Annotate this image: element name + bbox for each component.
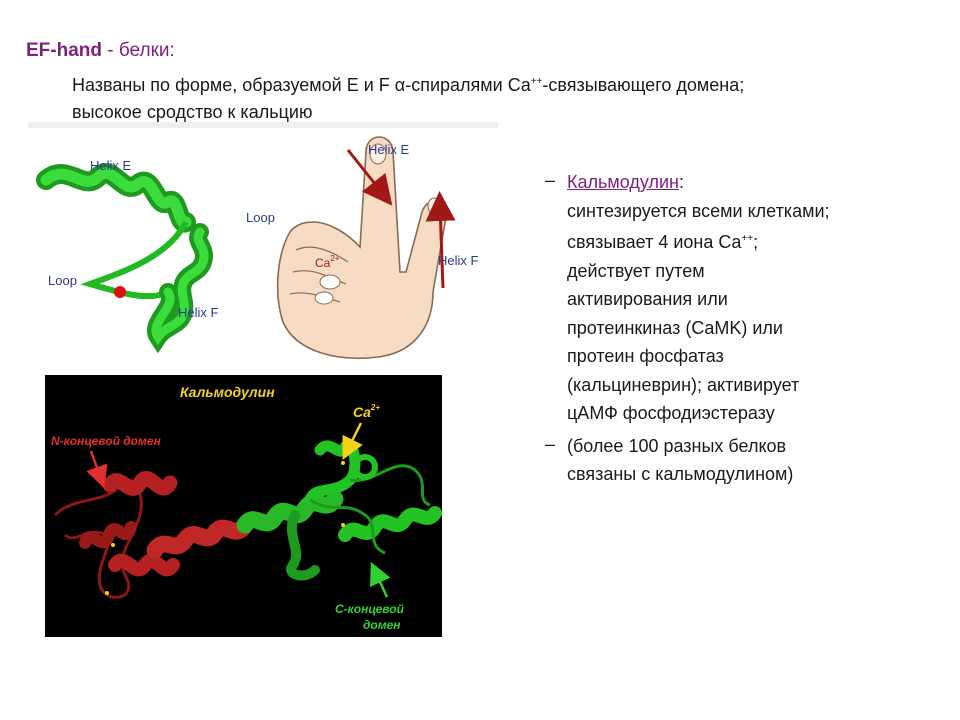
- helix-e-ribbon: [46, 173, 186, 222]
- title-rest: - белки:: [102, 40, 175, 61]
- heading-colon: :: [678, 172, 684, 192]
- label-loop: Loop: [48, 273, 77, 288]
- bullet-line: протеинкиназ (CaMK) или: [567, 317, 783, 338]
- label-helix-e: Helix E: [90, 158, 132, 173]
- line-superscript: ++: [741, 233, 754, 244]
- label-helix-f: Helix F: [178, 305, 219, 320]
- bullet-line: [567, 225, 945, 257]
- subtitle-line-2: высокое сродство к кальцию: [72, 102, 313, 122]
- bullet-heading: [567, 168, 945, 197]
- ca-site-1: [341, 461, 345, 465]
- subtitle: [72, 68, 932, 126]
- subtitle-line-1: [72, 68, 932, 99]
- bullet-line: (более 100 разных белков: [567, 435, 787, 456]
- calmodulin-figure: [45, 375, 442, 637]
- ca-site-4: [105, 591, 109, 595]
- hand-label-helix-e: Helix E: [368, 142, 410, 157]
- subtitle-text-1: Названы по форме, образуемой E и F: [72, 75, 395, 95]
- bullet-line: протеин фосфатаз: [567, 346, 724, 366]
- ca-label: $Ca^{2+}$: [353, 403, 381, 420]
- bullet-line: (кальциневрин); активирует: [567, 374, 800, 395]
- calcium-ion: [114, 286, 126, 298]
- hand-label-helix-f: Helix F: [438, 253, 479, 268]
- c-domain-label-2: домен: [363, 618, 401, 632]
- alpha-symbol: α: [394, 75, 406, 95]
- bullet-binding-proteins: [545, 432, 945, 489]
- hand-illustration: [278, 137, 447, 358]
- calmodulin-background: [45, 375, 442, 637]
- line-text: ;: [753, 232, 759, 252]
- dash-marker: –: [545, 433, 556, 454]
- hand-label-ca: $Ca^{2+}$: [315, 254, 340, 270]
- bullet-line: действует путем: [567, 260, 705, 281]
- subtitle-superscript: ++: [530, 76, 543, 87]
- subtitle-text-2: -спиралями Ca: [405, 75, 531, 95]
- bullet-calmodulin: [545, 168, 945, 428]
- line-text: связывает 4 иона Ca: [567, 232, 742, 252]
- slide-title: [26, 40, 175, 62]
- title-keyword: EF-hand: [26, 40, 102, 61]
- ef-hand-figure: [28, 122, 498, 367]
- n-domain-label: N-концевой домен: [51, 434, 161, 448]
- hand-label-loop: Loop: [246, 210, 275, 225]
- bullet-list: [545, 168, 945, 491]
- ca-site-2: [341, 523, 345, 527]
- subtitle-text-3: -связывающего домена;: [542, 75, 745, 95]
- calmodulin-link[interactable]: Кальмодулин: [567, 172, 679, 192]
- ca-site-3: [111, 543, 115, 547]
- c-domain-label-1: C-концевой: [335, 602, 404, 616]
- bullet-line: активирования или: [567, 289, 728, 309]
- bullet-line: синтезируется всеми клетками;: [567, 200, 830, 221]
- bullet-line: цАМФ фосфодиэстеразу: [567, 403, 775, 423]
- dash-marker: –: [545, 170, 556, 190]
- bullet-line: связаны с кальмодулином): [567, 464, 794, 484]
- calmodulin-title: Кальмодулин: [180, 384, 275, 400]
